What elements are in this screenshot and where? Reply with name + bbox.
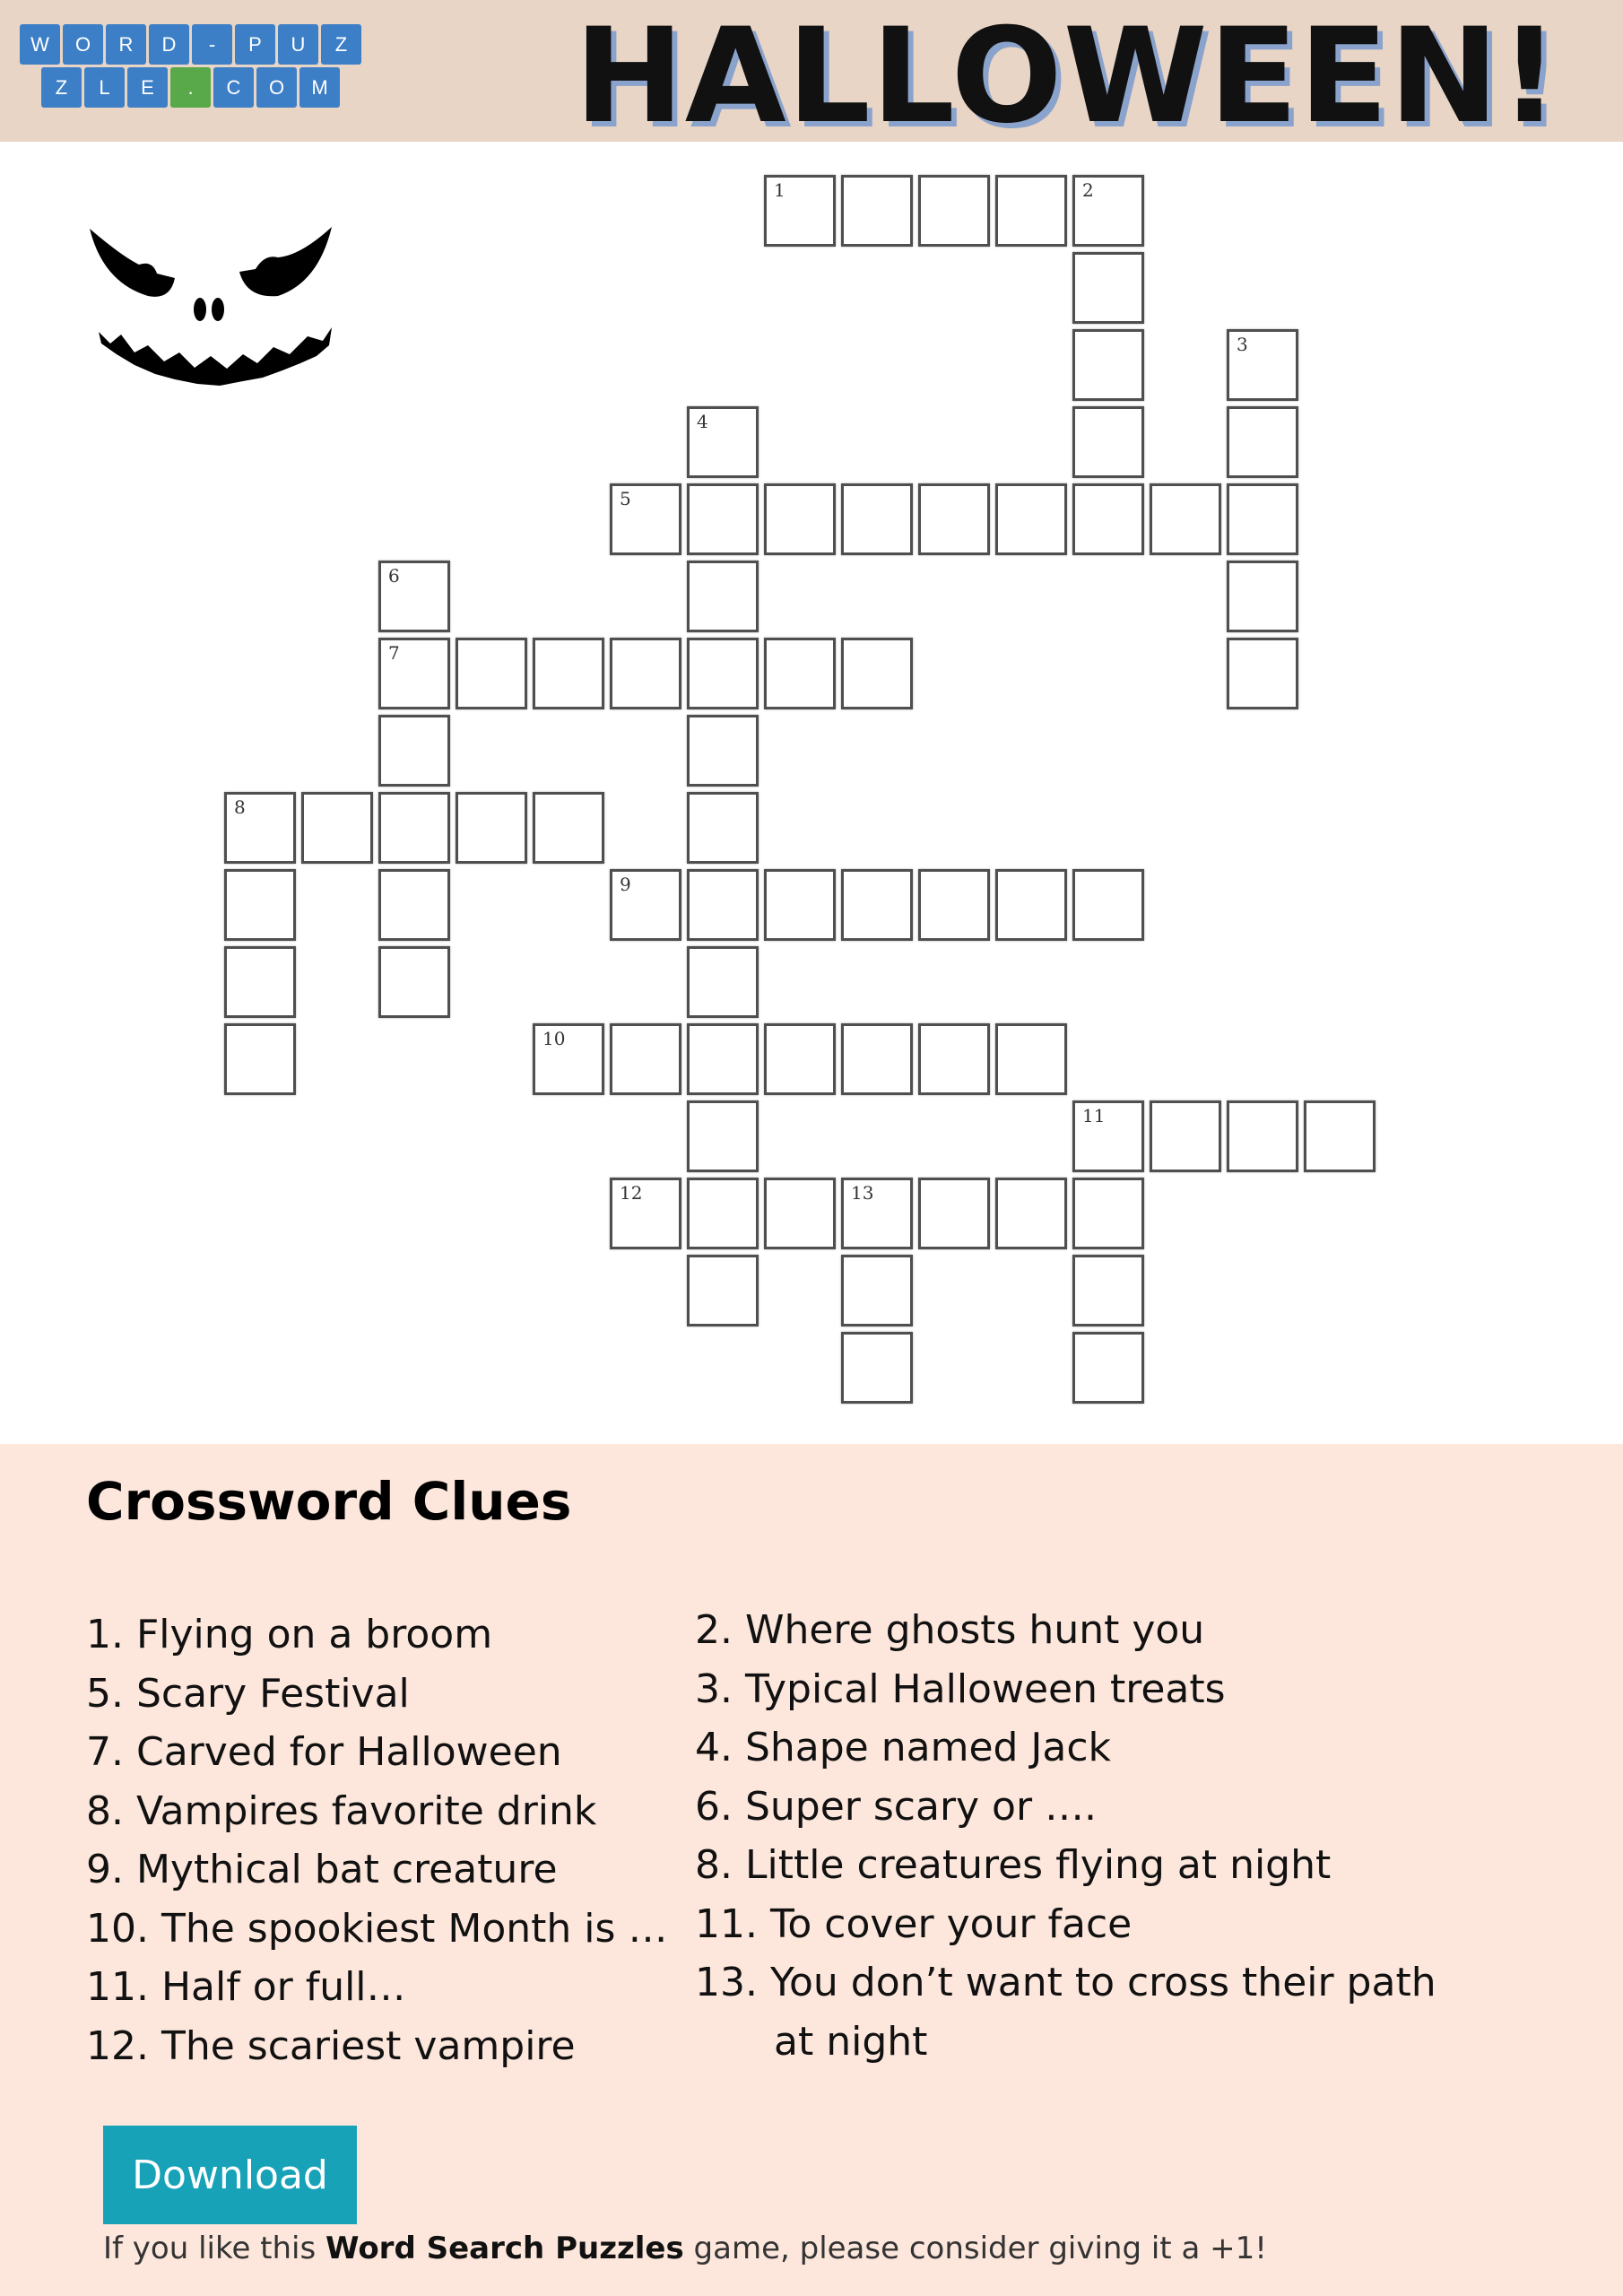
clue-item: 9. Mythical bat creature (86, 1847, 558, 1892)
clue-number: 7 (388, 642, 400, 664)
grid-cell[interactable] (224, 869, 296, 941)
clue-item: 6. Super scary or …. (695, 1783, 1098, 1830)
grid-cell[interactable] (687, 946, 759, 1018)
grid-cell[interactable] (687, 483, 759, 555)
grid-cell[interactable] (687, 406, 759, 478)
grid-cell[interactable] (764, 1178, 836, 1249)
logo-tile: P (235, 24, 275, 65)
clue-number: 6 (388, 565, 400, 587)
grid-cell[interactable] (1072, 483, 1144, 555)
grid-cell[interactable] (687, 561, 759, 632)
grid-cell[interactable] (687, 1178, 759, 1249)
grid-cell[interactable] (995, 869, 1067, 941)
clue-item: 8. Little creatures flying at night (695, 1842, 1332, 1888)
grid-cell[interactable] (764, 1023, 836, 1095)
grid-cell[interactable] (764, 175, 836, 247)
clue-number: 11 (1082, 1105, 1106, 1126)
grid-cell[interactable] (533, 638, 604, 709)
logo-tile: O (63, 24, 103, 65)
grid-cell[interactable] (1072, 406, 1144, 478)
grid-cell[interactable] (841, 1023, 913, 1095)
grid-cell[interactable] (378, 638, 450, 709)
clue-number: 10 (542, 1028, 566, 1049)
grid-cell[interactable] (687, 715, 759, 787)
footer-note (103, 2231, 1267, 2266)
logo-tile: O (256, 67, 297, 108)
clue-item: 1. Flying on a broom (86, 1612, 493, 1657)
grid-cell[interactable] (533, 792, 604, 864)
grid-cell[interactable] (456, 792, 527, 864)
logo-tile: Z (321, 24, 361, 65)
clue-item: 13. You don’t want to cross their path (695, 1960, 1436, 2005)
grid-cell[interactable] (1072, 175, 1144, 247)
grid-cell[interactable] (841, 1332, 913, 1404)
grid-cell[interactable] (1227, 1100, 1298, 1172)
grid-cell[interactable] (687, 869, 759, 941)
grid-cell[interactable] (918, 1023, 990, 1095)
grid-cell[interactable] (378, 561, 450, 632)
clue-item: 11. Half or full… (86, 1964, 406, 2010)
grid-cell[interactable] (610, 1023, 681, 1095)
grid-cell[interactable] (378, 792, 450, 864)
grid-cell[interactable] (1072, 252, 1144, 324)
clue-number: 3 (1237, 334, 1248, 355)
logo-tile: . (170, 67, 211, 108)
clue-item: 4. Shape named Jack (695, 1725, 1112, 1770)
grid-cell[interactable] (1072, 1255, 1144, 1326)
clue-number: 12 (620, 1182, 643, 1204)
grid-cell[interactable] (918, 1178, 990, 1249)
logo-tile: W (20, 24, 60, 65)
grid-cell[interactable] (841, 869, 913, 941)
grid-cell[interactable] (918, 869, 990, 941)
logo-tile: U (278, 24, 318, 65)
logo-tile: R (106, 24, 146, 65)
grid-cell[interactable] (1227, 561, 1298, 632)
clue-number: 8 (234, 796, 246, 818)
clue-item: 7. Carved for Halloween (86, 1729, 562, 1775)
grid-cell[interactable] (1150, 1100, 1221, 1172)
grid-cell[interactable] (687, 1100, 759, 1172)
logo-tile: D (149, 24, 189, 65)
clue-number: 1 (774, 179, 785, 201)
clue-number: 2 (1082, 179, 1094, 201)
grid-cell[interactable] (841, 638, 913, 709)
grid-cell[interactable] (224, 1023, 296, 1095)
grid-cell[interactable] (687, 638, 759, 709)
logo-tile: M (299, 67, 340, 108)
grid-cell[interactable] (610, 869, 681, 941)
clue-item: 3. Typical Halloween treats (695, 1665, 1226, 1712)
grid-cell[interactable] (687, 1023, 759, 1095)
grid-cell[interactable] (610, 483, 681, 555)
footer-text: If you like this (103, 2231, 326, 2266)
clues-heading: Crossword Clues (86, 1471, 572, 1532)
clue-number: 5 (620, 488, 631, 509)
grid-cell[interactable] (1227, 638, 1298, 709)
clue-item: 2. Where ghosts hunt you (695, 1607, 1205, 1653)
grid-cell[interactable] (378, 715, 450, 787)
logo-tile: C (213, 67, 254, 108)
grid-cell[interactable] (1072, 329, 1144, 401)
grid-cell[interactable] (841, 1178, 913, 1249)
grid-cell[interactable] (610, 638, 681, 709)
grid-cell[interactable] (995, 1023, 1067, 1095)
page-title: HALLOWEEN! (574, 0, 1560, 152)
grid-cell[interactable] (1304, 1100, 1376, 1172)
grid-cell[interactable] (610, 1178, 681, 1249)
logo-tile: - (192, 24, 232, 65)
grid-cell[interactable] (918, 175, 990, 247)
clue-item-continuation: at night (774, 2018, 928, 2065)
grid-cell[interactable] (687, 1255, 759, 1326)
grid-cell[interactable] (841, 175, 913, 247)
clue-number: 4 (697, 411, 708, 432)
grid-cell[interactable] (1227, 329, 1298, 401)
grid-cell[interactable] (301, 792, 373, 864)
grid-cell[interactable] (764, 638, 836, 709)
grid-cell[interactable] (378, 869, 450, 941)
clue-item: 5. Scary Festival (86, 1670, 410, 1717)
grid-cell[interactable] (764, 483, 836, 555)
grid-cell[interactable] (1072, 869, 1144, 941)
grid-cell[interactable] (1072, 1178, 1144, 1249)
logo-tile: E (127, 67, 168, 108)
clue-item: 11. To cover your face (695, 1900, 1133, 1947)
grid-cell[interactable] (1227, 483, 1298, 555)
grid-cell[interactable] (1227, 406, 1298, 478)
grid-cell[interactable] (224, 792, 296, 864)
clue-number: 9 (620, 874, 631, 895)
clue-number: 13 (851, 1182, 874, 1204)
grid-cell[interactable] (764, 869, 836, 941)
grid-cell[interactable] (1072, 1100, 1144, 1172)
clue-item: 12. The scariest vampire (86, 2022, 576, 2069)
grid-cell[interactable] (687, 792, 759, 864)
grid-cell[interactable] (1072, 1332, 1144, 1404)
grid-cell[interactable] (995, 175, 1067, 247)
grid-cell[interactable] (995, 1178, 1067, 1249)
across-clues (86, 1605, 667, 2075)
clue-item: 10. The spookiest Month is … (86, 1905, 668, 1952)
down-clues (695, 1601, 1436, 2071)
grid-cell[interactable] (841, 1255, 913, 1326)
grid-cell[interactable] (533, 1023, 604, 1095)
logo-tile: L (84, 67, 125, 108)
grid-cell[interactable] (456, 638, 527, 709)
grid-cell[interactable] (995, 483, 1067, 555)
clue-item: 8. Vampires favorite drink (86, 1787, 597, 1834)
grid-cell[interactable] (378, 946, 450, 1018)
footer-text: game, please consider giving it a +1! (683, 2231, 1267, 2266)
logo-tile: Z (41, 67, 82, 108)
grid-cell[interactable] (918, 483, 990, 555)
grid-cell[interactable] (1150, 483, 1221, 555)
grid-cell[interactable] (841, 483, 913, 555)
word-search-puzzles-link[interactable]: Word Search Puzzles (325, 2231, 684, 2266)
download-button[interactable]: Download (103, 2126, 357, 2224)
grid-cell[interactable] (224, 946, 296, 1018)
